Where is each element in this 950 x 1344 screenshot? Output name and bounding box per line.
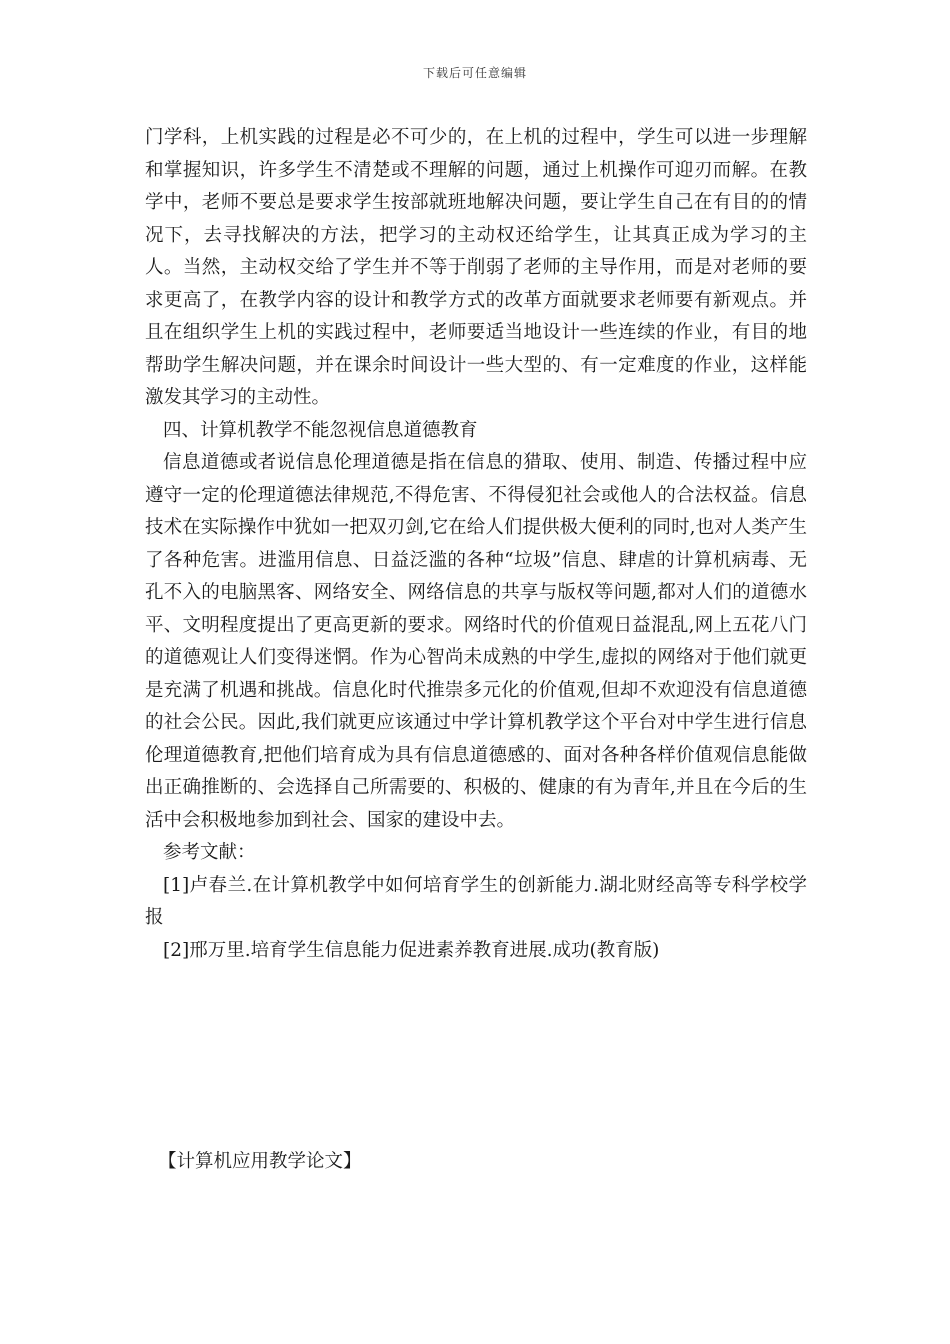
references-label: 参考文献： <box>163 842 256 863</box>
page-header: 下载后可任意编辑 <box>422 66 527 80</box>
reference-1: [1]卢春兰.在计算机教学中如何培育学生的创新能力.湖北财经高等专科学校学报 <box>145 874 807 928</box>
body-paragraph-1: 门学科，上机实践的过程是必不可少的，在上机的过程中，学生可以进一步理解和掌握知识，许多学生不清楚或不理解的问题，通过上机操作可迎刃而解。在教学中，老师不要总是要求学生按部就班地解决问题，要让学生自己在有目的的情况下，去寻找解决的方法，把学习的主动权还给学生，让其真正成为学习的主人。当然，主动权交给了学生并不等于削弱了老师的主导作用，而是对老师的要求更高了，在教学内容的设计和教学方式的改革方面就要求老师要有新观点。并且在组织学生上机的实践过程中，老师要适当地设计一些连续的作业，有目的地帮助学生解决问题，并在课余时间设计一些大型的、有一定难度的作业，这样能激发其学习的主动性。 <box>145 127 807 408</box>
reference-2: [2]邢万里.培育学生信息能力促进素养教育进展.成功(教育版) <box>163 939 660 961</box>
section-heading-4: 四、计算机教学不能忽视信息道德教育 <box>163 419 478 441</box>
body-paragraph-2: 信息道德或者说信息伦理道德是指在信息的猎取、使用、制造、传播过程中应遵守一定的伦理道德法律规范,不得危害、不得侵犯社会或他人的合法权益。信息技术在实际操作中犹如一把双刃剑,它在给人们提供极大便利的同时,也对人类产生了各种危害。进滥用信息、日益泛滥的各种“垃圾”信息、肆虐的计算机病毒、无孔不入的电脑黑客、网络安全、网络信息的共享与版权等问题,都对人们的道德水平、文明程度提出了更高更新的要求。网络时代的价值观日益混乱,网上五花八门的道德观让人们变得迷惘。作为心智尚未成熟的中学生,虚拟的网络对于他们就更是充满了机遇和挑战。信息化时代推崇多元化的价值观,但却不欢迎没有信息道德的社会公民。因此,我们就更应该通过中学计算机教学这个平台对中学生进行信息伦理道德教育,把他们培育成为具有信息道德感的、面对各种各样价值观信息能做出正确推断的、会选择自己所需要的、积极的、健康的有为青年,并且在今后的生活中会积极地参加到社会、国家的建设中去。 <box>145 452 807 831</box>
document-title-footer: 【计算机应用教学论文】 <box>158 1151 362 1172</box>
document-body <box>145 122 807 967</box>
